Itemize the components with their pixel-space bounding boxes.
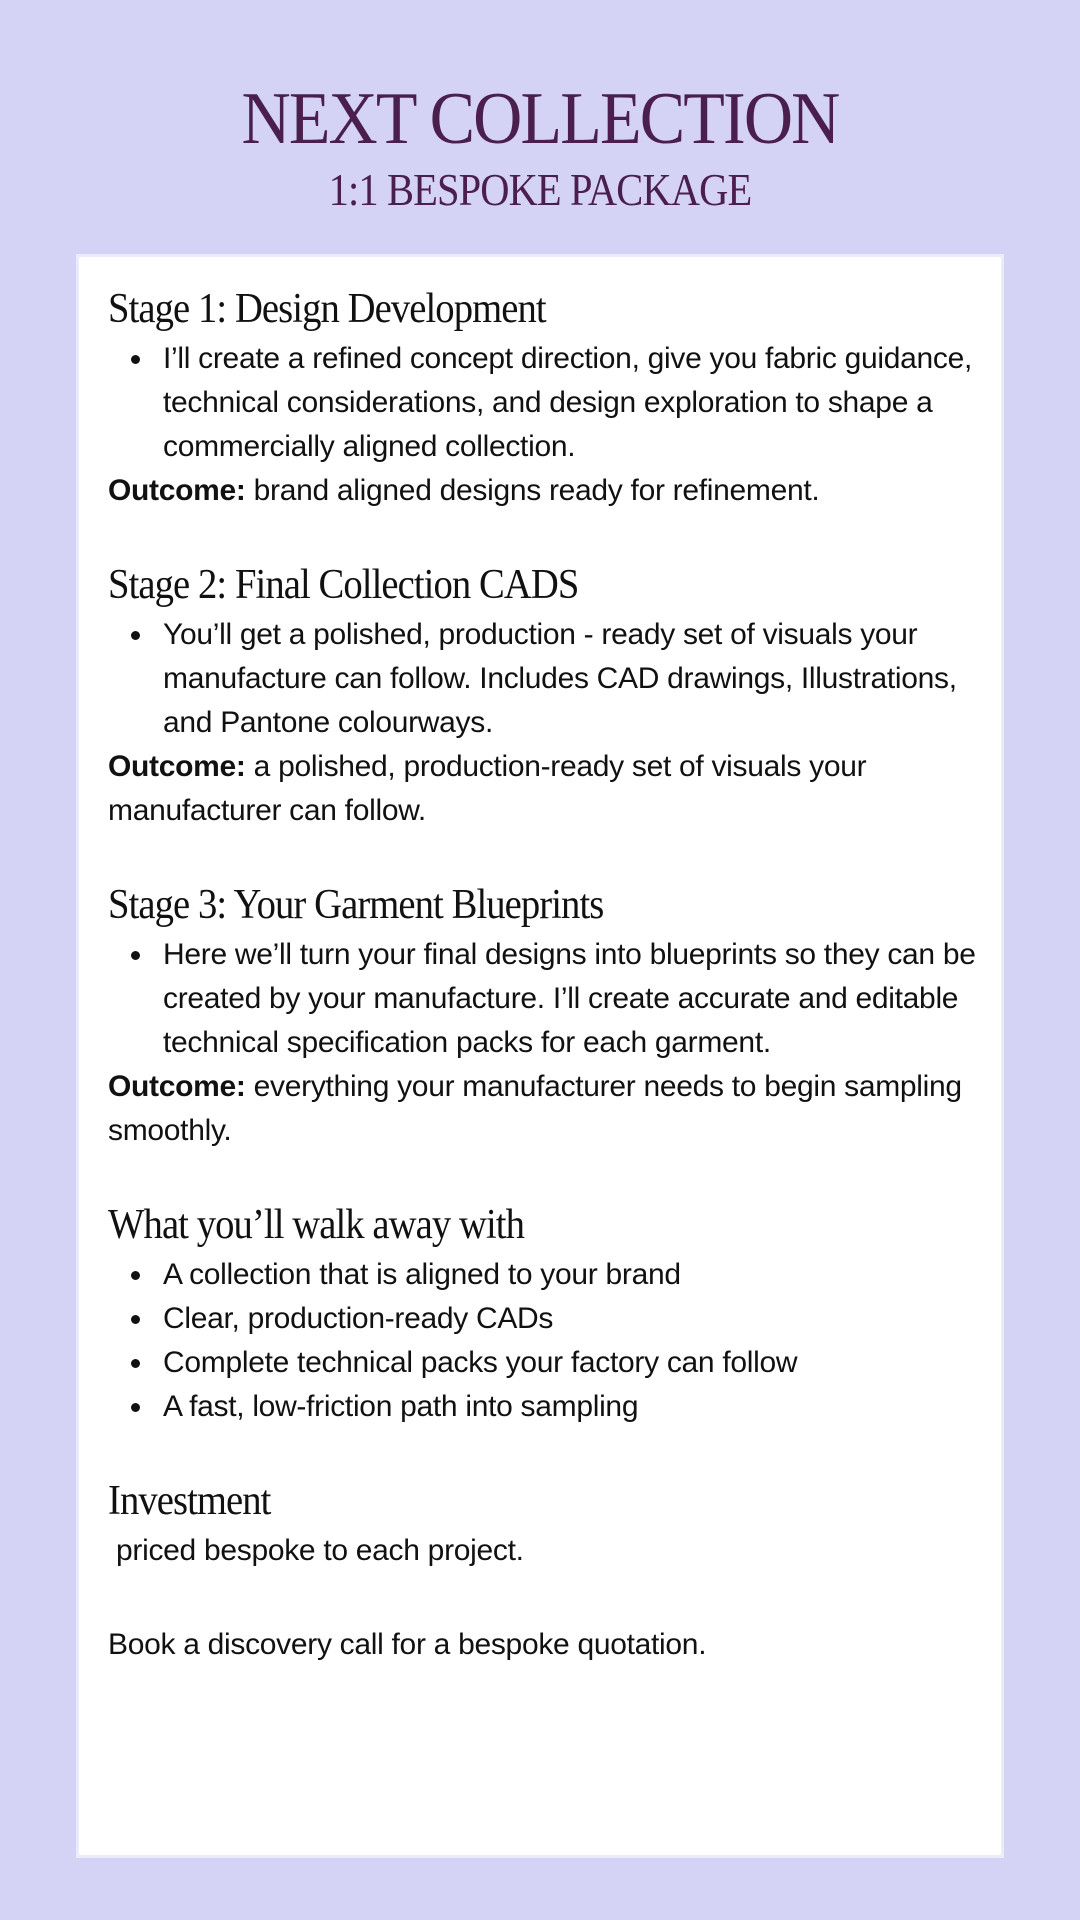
- section-stage-1: [108, 281, 1001, 513]
- outcome-label: Outcome:: [108, 750, 246, 783]
- page-title: NEXT COLLECTION: [241, 78, 839, 160]
- bullet-list: [108, 337, 1001, 469]
- list-item: You’ll get a polished, production - ready set of visuals your manufacture can follow. Includes CAD drawings, Illustrations, and Pantone colourways.: [163, 613, 1001, 745]
- outcome-text: brand aligned designs ready for refinement.: [245, 474, 820, 507]
- list-item: Complete technical packs your factory can follow: [163, 1341, 1001, 1385]
- bullet-list: [108, 933, 1001, 1065]
- section-stage-2: [108, 557, 1001, 833]
- outcome-line: [108, 745, 1001, 833]
- section-investment: [108, 1473, 1001, 1667]
- outcome-line: [108, 469, 1001, 513]
- bullet-list: [108, 613, 1001, 745]
- list-item: Here we’ll turn your final designs into blueprints so they can be created by your manufacture. I’ll create accurate and editable technical specification packs for each garment.: [163, 933, 1001, 1065]
- list-item: A collection that is aligned to your brand: [163, 1253, 1001, 1297]
- list-item: A fast, low-friction path into sampling: [163, 1385, 1001, 1429]
- outcome-text: everything your manufacturer needs to begin sampling smoothly.: [108, 1070, 962, 1147]
- investment-pricing-text: priced bespoke to each project.: [108, 1534, 524, 1567]
- section-title: Stage 3: Your Garment Blueprints: [108, 882, 604, 928]
- section-title: Stage 1: Design Development: [108, 286, 546, 332]
- outcome-line: [108, 1065, 1001, 1153]
- content-card: [79, 257, 1001, 1855]
- outcome-label: Outcome:: [108, 1070, 246, 1103]
- outcome-label: Outcome:: [108, 474, 246, 507]
- page-header: [0, 78, 1080, 216]
- section-walk-away: [108, 1197, 1001, 1429]
- list-item: I’ll create a refined concept direction, give you fabric guidance, technical considerations, and design exploration to shape a commercially aligned collection.: [163, 337, 1001, 469]
- section-title: Investment: [108, 1478, 271, 1524]
- list-item: Clear, production-ready CADs: [163, 1297, 1001, 1341]
- section-title: What you’ll walk away with: [108, 1202, 525, 1248]
- bullet-list: [108, 1253, 1001, 1429]
- outcome-text: a polished, production-ready set of visuals your manufacturer can follow.: [108, 750, 867, 827]
- page-subtitle: 1:1 BESPOKE PACKAGE: [328, 164, 752, 215]
- investment-cta-text: Book a discovery call for a bespoke quotation.: [108, 1628, 707, 1661]
- section-title: Stage 2: Final Collection CADS: [108, 562, 579, 608]
- section-stage-3: [108, 877, 1001, 1153]
